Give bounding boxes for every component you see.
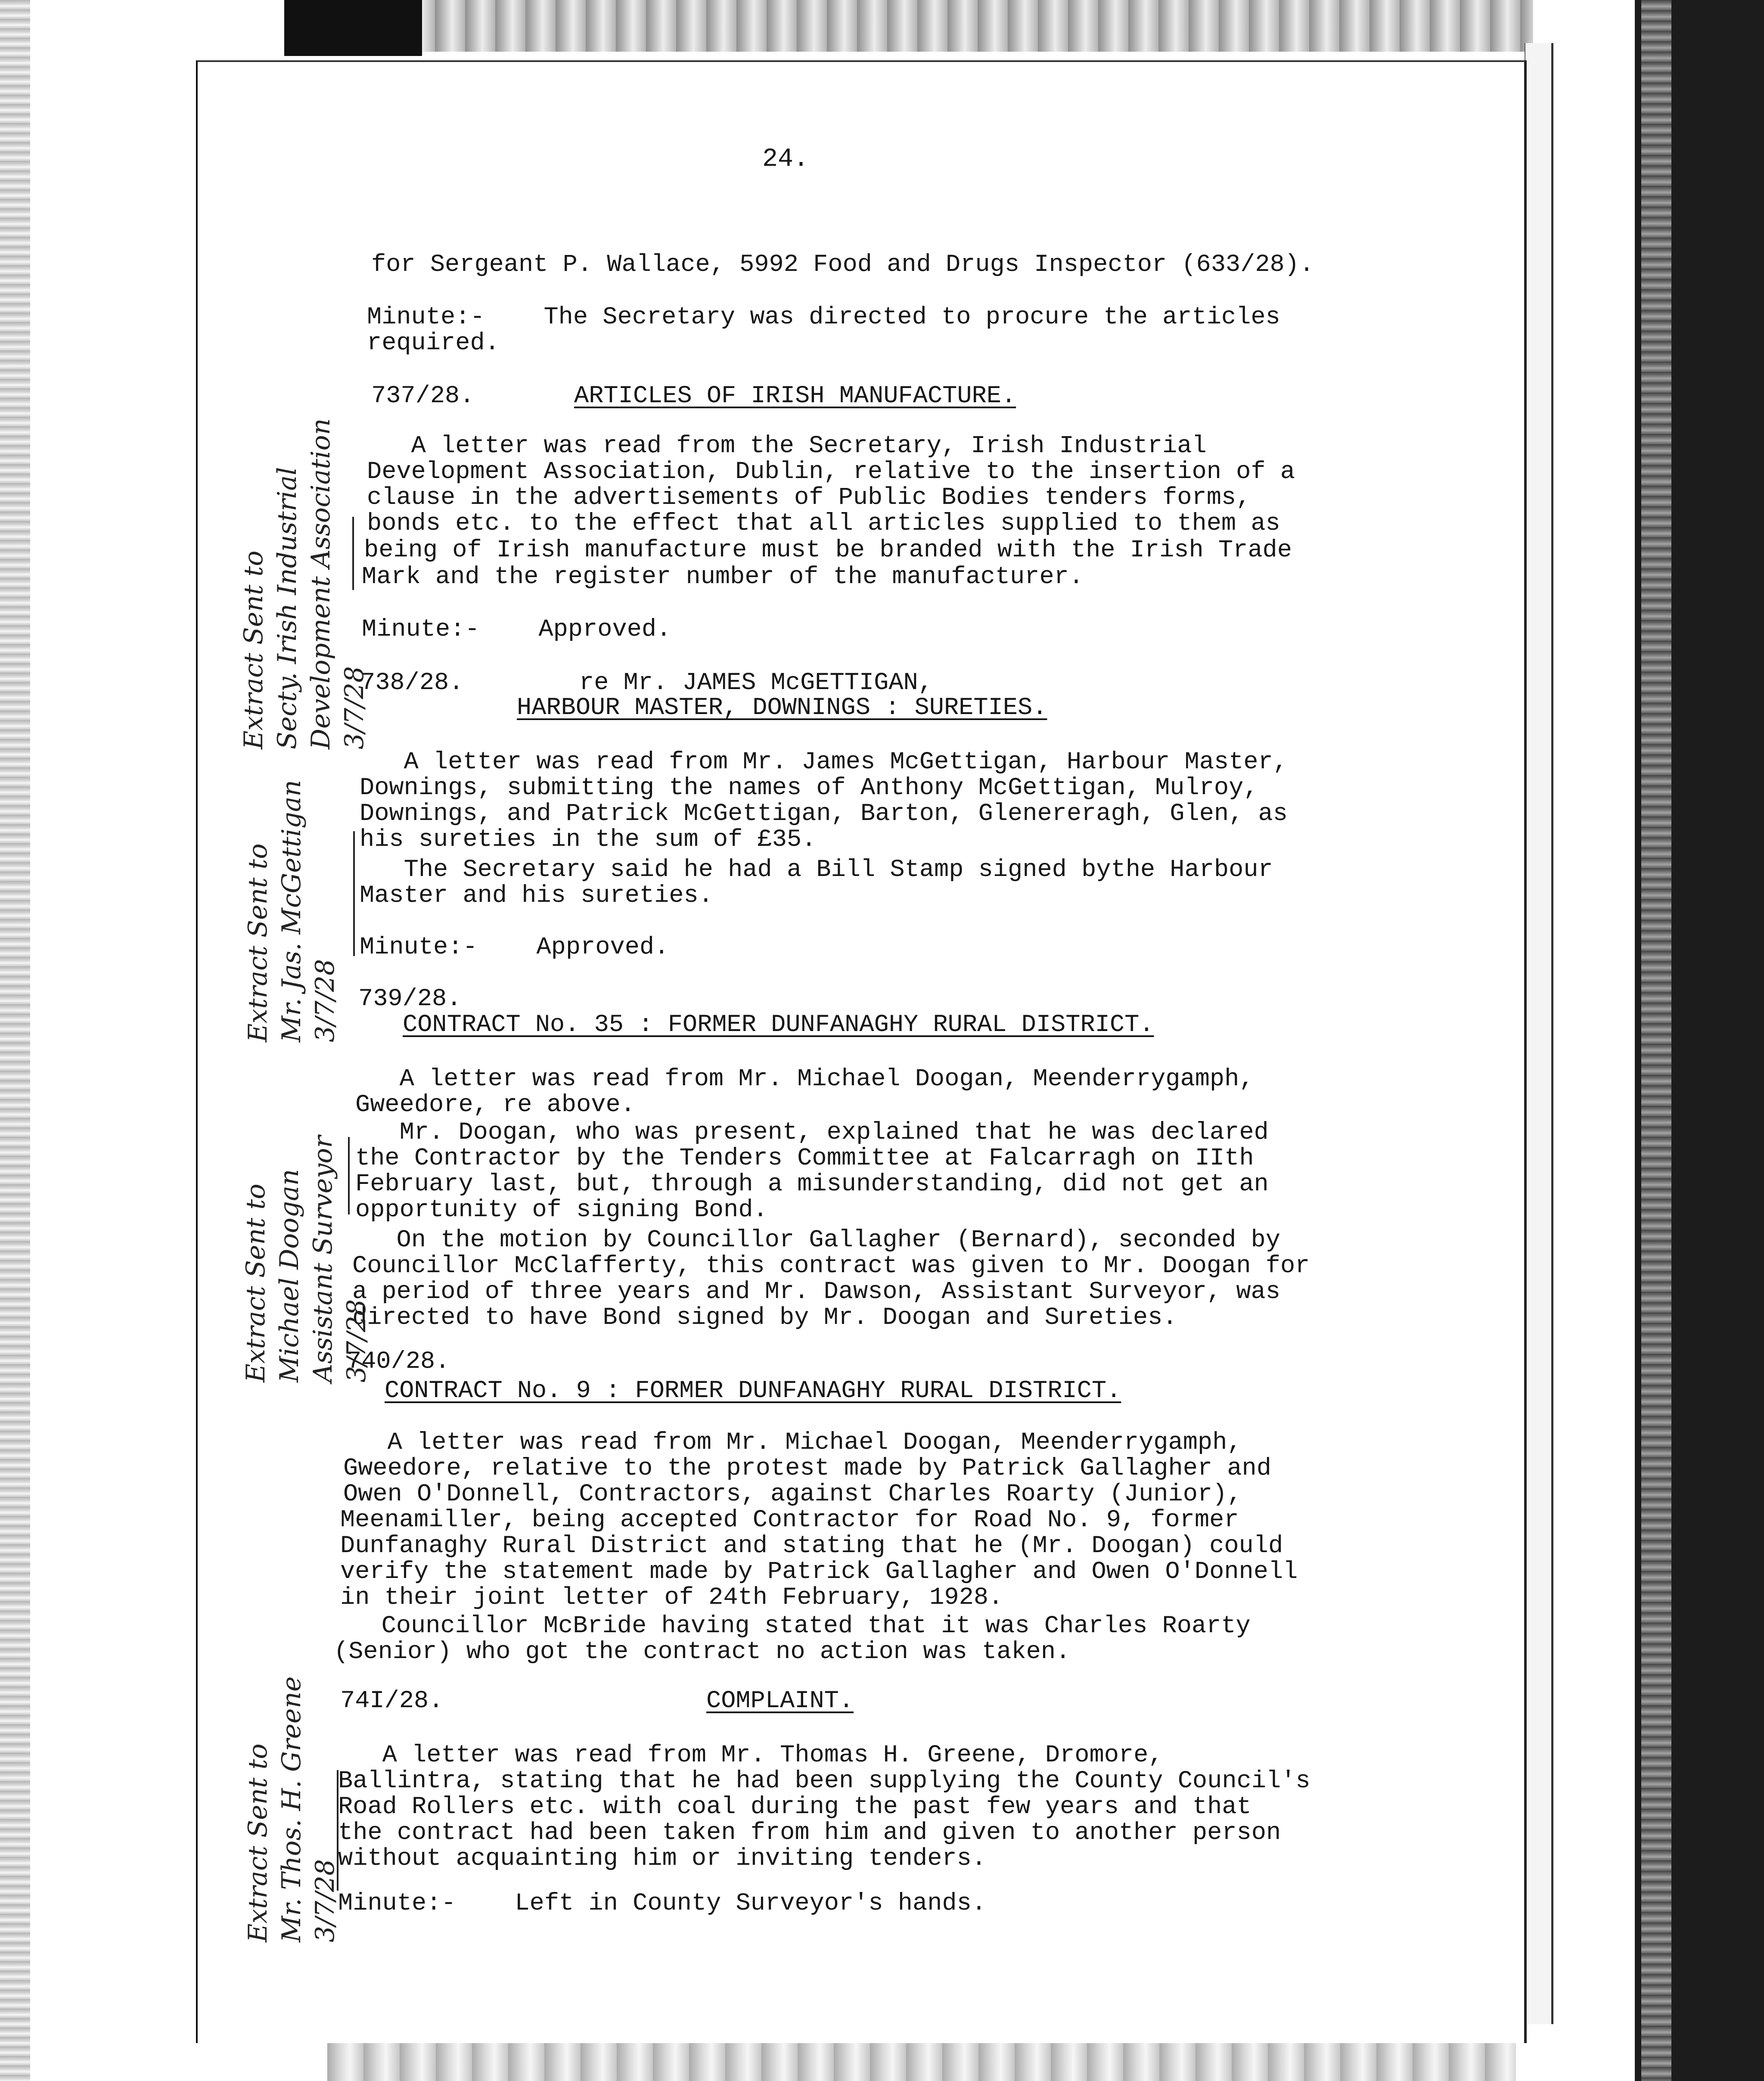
scan-top-edge xyxy=(284,0,1533,52)
body-line: Gweedore, re above. xyxy=(355,1091,635,1119)
body-line: Gweedore, relative to the protest made by Patrick Gallagher and xyxy=(343,1455,1271,1482)
body-line: clause in the advertisements of Public Bodies tenders forms, xyxy=(367,484,1251,512)
body-line: Downings, submitting the names of Anthony McGettigan, Mulroy, xyxy=(360,774,1258,802)
body-line: for Sergeant P. Wallace, 5992 Food and Drugs Inspector (633/28). xyxy=(371,251,1314,279)
body-line: Master and his sureties. xyxy=(360,882,713,910)
body-line: his sureties in the sum of £35. xyxy=(360,826,817,854)
body-line: Mr. Doogan, who was present, explained that he was declared xyxy=(355,1119,1269,1146)
body-line: Dunfanaghy Rural District and stating that he (Mr. Doogan) could xyxy=(340,1532,1283,1560)
body-line: without acquainting him or inviting tenders. xyxy=(338,1845,987,1873)
body-line: Ballintra, stating that he had been supplying the County Council's xyxy=(338,1767,1311,1795)
scan-binding-mark xyxy=(284,0,422,56)
body-line: A letter was read from Mr. Michael Doogan, Meenderrygamph, xyxy=(343,1429,1242,1457)
body-line: Owen O'Donnell, Contractors, against Charles Roarty (Junior), xyxy=(343,1481,1242,1508)
body-line: required. xyxy=(367,329,500,357)
body-line: the contract had been taken from him and given to another person xyxy=(338,1819,1281,1847)
item-heading: COMPLAINT. xyxy=(706,1687,854,1715)
minute-line: Minute:- Approved. xyxy=(362,616,671,643)
body-line: in their joint letter of 24th February, 1928. xyxy=(340,1584,1003,1612)
scan-right-edge xyxy=(1641,0,1671,2081)
body-line: Councillor McBride having stated that it was Charles Roarty xyxy=(337,1612,1251,1640)
scan-left-edge xyxy=(0,0,30,2081)
margin-note-738: Extract Sent to Mr. Jas. McGettigan 3/7/28 xyxy=(243,780,340,1042)
body-line: Mark and the register number of the manufacturer. xyxy=(362,563,1084,591)
margin-note-741: Extract Sent to Mr. Thos. H. Greene 3/7/28 xyxy=(243,1676,340,1942)
item-heading: ARTICLES OF IRISH MANUFACTURE. xyxy=(574,382,1016,410)
body-line: Meenamiller, being accepted Contractor for Road No. 9, former xyxy=(340,1506,1239,1534)
item-number: 740/28. xyxy=(347,1348,450,1376)
body-line: On the motion by Councillor Gallagher (Bernard), seconded by xyxy=(352,1227,1280,1254)
body-line: A letter was read from the Secretary, Irish Industrial xyxy=(367,432,1207,460)
body-line: A letter was read from Mr. James McGettigan, Harbour Master, xyxy=(360,749,1288,776)
margin-bracket xyxy=(353,831,355,956)
margin-note-739: Extract Sent to Michael Doogan Assistant Surveyor 3/7/28 xyxy=(241,1135,372,1382)
body-line: verify the statement made by Patrick Gallagher and Owen O'Donnell xyxy=(340,1558,1298,1586)
body-line: Development Association, Dublin, relative to the insertion of a xyxy=(367,458,1295,486)
item-number: 738/28. xyxy=(360,669,464,697)
body-line: the Contractor by the Tenders Committee at Falcarragh on IIth xyxy=(355,1145,1254,1172)
item-heading-re: re Mr. JAMES McGETTIGAN, xyxy=(579,669,933,697)
minute-line: Minute:- Left in County Surveyor's hands. xyxy=(338,1890,987,1917)
body-line: A letter was read from Mr. Thomas H. Greene, Dromore, xyxy=(338,1742,1163,1769)
margin-note-737: Extract Sent to Secty. Irish Industrial Development Association 3/7/28 xyxy=(239,418,370,749)
page-number: 24. xyxy=(762,145,809,174)
body-line: Road Rollers etc. with coal during the past few years and that xyxy=(338,1793,1252,1821)
body-line: The Secretary said he had a Bill Stamp signed bythe Harbour xyxy=(360,856,1273,884)
body-line: being of Irish manufacture must be branded with the Irish Trade xyxy=(364,537,1292,564)
item-heading: HARBOUR MASTER, DOWNINGS : SURETIES. xyxy=(517,694,1047,722)
minute-line: Minute:- Approved. xyxy=(360,934,669,961)
underlying-sheet-edge xyxy=(1525,43,1553,2024)
body-line: February last, but, through a misunderstanding, did not get an xyxy=(355,1171,1269,1198)
body-line: bonds etc. to the effect that all articles supplied to them as xyxy=(367,510,1280,537)
body-line: a period of three years and Mr. Dawson, Assistant Surveyor, was xyxy=(352,1278,1280,1306)
body-line: Councillor McClafferty, this contract was given to Mr. Doogan for xyxy=(352,1252,1310,1280)
minute-line: Minute:- The Secretary was directed to procure the articles xyxy=(367,304,1280,331)
body-line: opportunity of signing Bond. xyxy=(355,1196,768,1224)
body-line: (Senior) who got the contract no action was taken. xyxy=(334,1638,1071,1666)
item-heading: CONTRACT No. 35 : FORMER DUNFANAGHY RURAL DISTRICT. xyxy=(403,1011,1154,1039)
item-number: 737/28. xyxy=(371,382,475,410)
body-line: A letter was read from Mr. Michael Doogan, Meenderrygamph, xyxy=(355,1065,1254,1093)
item-heading: CONTRACT No. 9 : FORMER DUNFANAGHY RURAL DISTRICT. xyxy=(385,1377,1121,1405)
body-line: Downings, and Patrick McGettigan, Barton, Glenereragh, Glen, as xyxy=(360,800,1288,828)
item-number: 74I/28. xyxy=(340,1687,444,1715)
item-number: 739/28. xyxy=(358,985,462,1013)
body-line: directed to have Bond signed by Mr. Doogan and Sureties. xyxy=(352,1304,1177,1332)
